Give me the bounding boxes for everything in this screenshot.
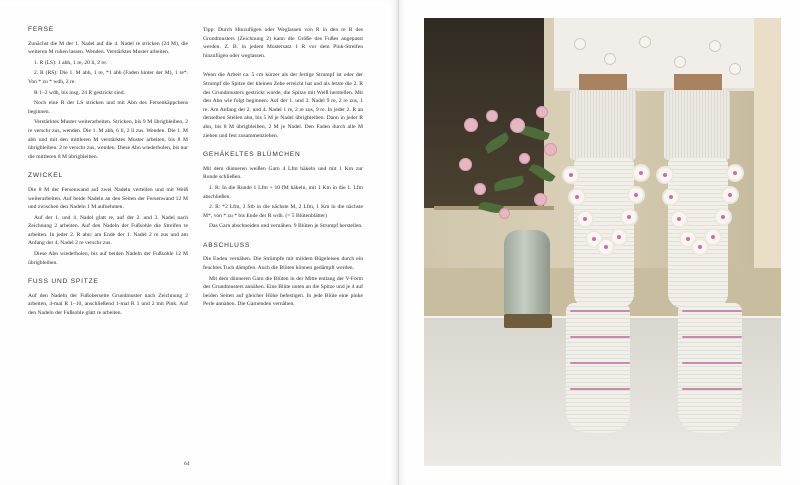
paragraph: 1. R: In die Runde 1 Lfm + 10 fM häkeln, mit 1 Km in die 1. Lfm abschließen.	[203, 184, 363, 200]
paragraph: Verstärktes Muster weiterarbeiten. Stricken, bis 9 M übrigbleiben, 2 re verschr zus, wenden. Die 1. M abh, 6 li, 2 li zus. Wenden. Die 1. M abh und mit den mittleren M verstärktes Muster arbeiten, bis 8 M übrigbleiben. 2 re verschr zus, wenden. Diese Abn wiederholen, bis nur die mittleren 8 M übrigbleiben.	[28, 119, 188, 160]
lace-motif	[729, 63, 741, 75]
paragraph: Wenn die Arbeit ca. 5 cm kürzer als der fertige Strumpf ist oder der Strumpf die Spitze der kleinen Zehe erreicht hat und als letzte die 2. R des Grundmusters gestrickt wurde, die Spitze mit Weiß herstellen. Mit den Abn wie folgt beginnen: Auf der 1. und 3. Nadel 9 re, 2 re zus, 1 re. Am Anfang der 2. und 4. Nadel 1 re, 2 re zus, 9 re. In jeder 2. R an denselben Stellen abn, bis 5 M je Nadel übrigbleiben. Dann in jeder R abn, bis 8 M übrigbleiben, 2 M je Nadel. Den Faden durch alle M ziehen und fest zusammenziehen.	[203, 72, 363, 139]
text-column-2	[203, 26, 363, 311]
section-heading: ABSCHLUSS	[203, 241, 251, 249]
paragraph: Auf den Nadeln der Fußoberseite Grundmuster nach Zeichnung 2 arbeiten, 4-mal R 1–10, anschließend 1-mal R 1 und 2 mit Pink. Auf den Nadeln der Fußsohle glatt re arbeiten.	[28, 292, 188, 317]
crochet-flower	[716, 210, 730, 224]
pink-stripe	[570, 310, 630, 312]
socks-photo	[424, 18, 781, 466]
lace-motif	[639, 36, 651, 48]
vase-stand	[504, 314, 552, 328]
spacer	[203, 142, 363, 151]
crochet-flower	[570, 190, 584, 204]
crochet-flower	[564, 168, 578, 182]
crochet-flower	[629, 188, 643, 202]
paragraph: Die 8 M der Fersenwand auf zwei Nadeln verteilen und mit Weiß weiterarbeiten. Auf beide Nadeln an den Seiten der Fersenwand 12 M und zwischen den Nadeln 1 M aufnehmen.	[28, 186, 188, 211]
paragraph: 2. R (RS): Die 1. M abh, 1 re, *1 abh (Faden hinter der M), 1 re*. Von * zu * wdh, 2 re.	[28, 70, 188, 85]
carnation	[510, 118, 525, 133]
pink-stripe	[570, 388, 630, 390]
paragraph: R 1–2 wdh, bis insg. 24 R gestrickt sind.	[34, 89, 125, 96]
lace-motif	[674, 56, 686, 68]
pink-stripe	[570, 362, 630, 364]
paragraph: 1. R (LS): 1 abh, 1 re, 20 li, 2 re.	[34, 59, 108, 66]
left-page	[0, 0, 399, 485]
carnation	[534, 193, 547, 206]
crochet-flower	[634, 166, 648, 180]
lace-motif	[709, 40, 721, 52]
carnation	[499, 208, 510, 219]
crochet-flower	[723, 188, 737, 202]
lace-motif	[574, 38, 586, 50]
carnation	[464, 118, 478, 132]
paragraph: Zunächst die M der 1. Nadel auf die 4. Nadel re stricken (24 M), die weiteren M ruhen lassen. Wenden. Verstärktes Muster arbeiten.	[28, 40, 188, 56]
paragraph: Auf der 1. und 4. Nadel glatt re, auf der 2. und 3. Nadel nach Zeichnung 2 arbeiten. Auf den Nadeln der Fußsohle die Streifen re arbeiten. In jeder 2. R abn: am Ende der 1. Nadel 2 re zus und am Anfang der 4. Nadel 2 re verschr zus.	[28, 214, 188, 247]
right-sock-cuff	[664, 90, 730, 160]
crochet-flower	[612, 230, 626, 244]
spacer	[28, 269, 188, 278]
page-number: 64	[184, 461, 190, 467]
pink-stripe	[682, 310, 742, 312]
paragraph: Mit dem dünneren Garn die Blüten in der Mitte entlang der V-Form des Grundmusters annähen. Eine Blüte unten an die Spitze und je 4 auf beiden Seiten auf gleicher Höhe befestigen. In jede Blüte eine pinke Perle annähen. Die Garnenden vernähen.	[203, 275, 363, 308]
left-sock-foot	[566, 303, 630, 433]
photo-dark-panel	[424, 18, 544, 208]
paragraph: 2. R: *2 Lfm, 3 Stb in die nächste M, 2 Lfm, 1 Km in die nächste M*, von * zu * bis Ende der R wdh. (= 5 Blütenblätter)	[203, 204, 363, 219]
pink-stripe	[682, 336, 742, 338]
pink-stripe	[570, 336, 630, 338]
crochet-flower	[658, 168, 672, 182]
paragraph: Mit dem dünneren weißen Garn 4 Lfm häkeln und mit 1 Km zur Runde schließen.	[203, 165, 363, 181]
section-heading: FERSE	[28, 26, 54, 33]
pink-stripe	[682, 362, 742, 364]
right-sock-foot	[678, 303, 742, 433]
crochet-flower	[599, 240, 613, 254]
left-sock-cuff	[570, 90, 636, 160]
section-heading: GEHÄKELTES BLÜMCHEN	[203, 151, 301, 159]
carnation	[519, 153, 530, 164]
paragraph: Diese Abn wiederholen, bis auf beiden Nadeln der Fußsohle 12 M übrigbleiben.	[28, 251, 188, 266]
carnation	[536, 106, 548, 118]
carnation	[459, 158, 472, 171]
pink-stripe	[682, 388, 742, 390]
carnation	[544, 143, 557, 156]
carnation	[486, 110, 498, 122]
lace-motif	[604, 53, 616, 65]
crochet-flower	[706, 230, 720, 244]
paragraph: Die Enden vernähen. Die Strümpfe mit mildem Bügeleisen durch ein feuchtes Tuch dämpfen. Auch die Blüten können gedämpft werden.	[203, 256, 363, 272]
paragraph: Noch eine R der LS stricken und mit Abn des Fersenkäppchens beginnen.	[28, 100, 188, 115]
crochet-flower	[693, 240, 707, 254]
spacer	[28, 163, 188, 172]
glass-vase	[504, 230, 550, 320]
section-heading: ZWICKEL	[28, 172, 63, 180]
text-column-1	[28, 26, 188, 320]
spacer	[203, 62, 363, 71]
carnation	[474, 183, 486, 195]
crochet-flower	[622, 210, 636, 224]
paragraph: Tipp: Durch Hinzufügen oder Weglassen von R in den re R des Grundmusters (Zeichnung 2) kann die Größe des Fußes angepasst werden. Z. B. in jedem Mustersatz 1 R vor dem Pink-Streifen hinzufügen oder weglassen.	[203, 27, 363, 59]
crochet-flower	[672, 212, 686, 226]
crochet-flower	[578, 212, 592, 226]
crochet-flower	[664, 190, 678, 204]
crochet-flower	[728, 166, 742, 180]
section-heading: FUSS UND SPITZE	[28, 278, 99, 286]
spacer	[203, 233, 363, 242]
paragraph: Das Garn abschneiden und vernähen. 9 Blüten je Strumpf herstellen.	[209, 223, 363, 230]
